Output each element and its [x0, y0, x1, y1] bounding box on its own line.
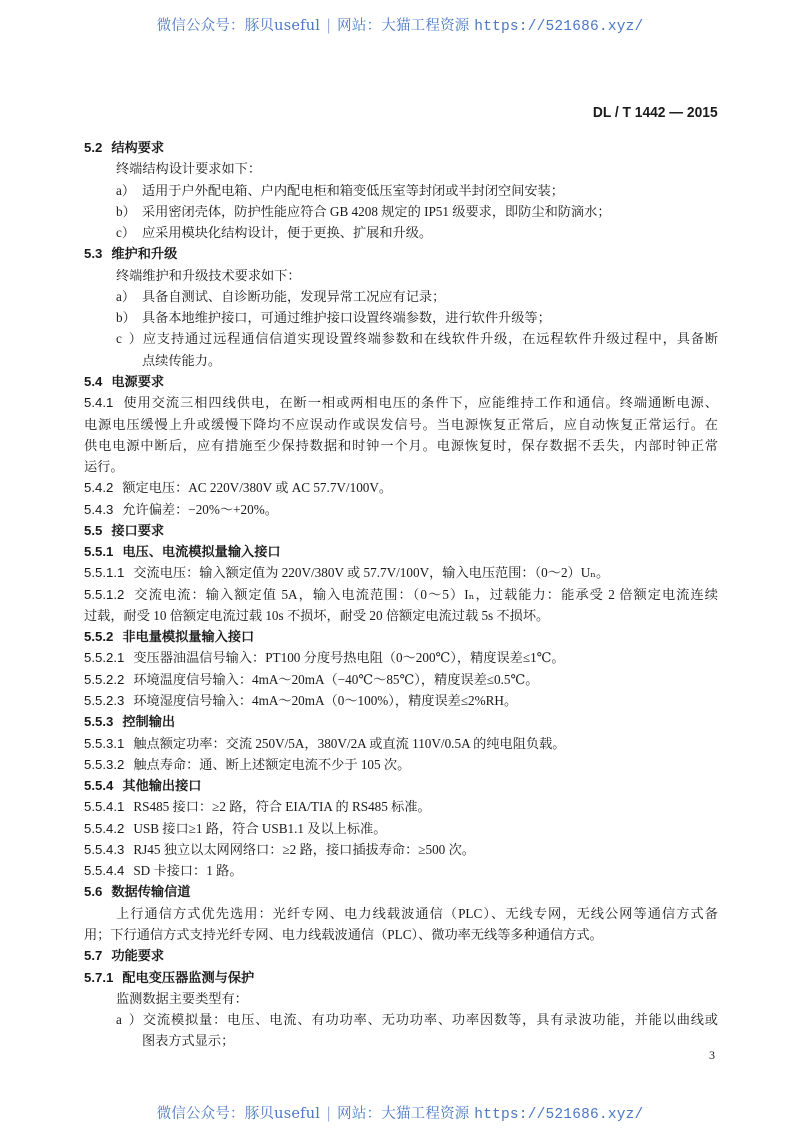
line-text: 维护和升级: [111, 246, 178, 262]
section-heading: [84, 947, 164, 965]
clause-number: 5.5.4.1: [84, 799, 125, 815]
section-heading: [84, 543, 281, 561]
clause-number: 5.3: [84, 246, 103, 262]
line-text: 触点寿命：通、断上述额定电流不少于 105 次。: [133, 756, 411, 772]
clause-number: 5.5.4.3: [84, 841, 125, 857]
list-item: [116, 1011, 718, 1029]
numbered-clause: [84, 586, 718, 604]
item-label: c）: [116, 225, 136, 241]
item-label: a）: [116, 288, 136, 304]
line-text: 具备本地维护接口，可通过维护接口设置终端参数，进行软件升级等；: [142, 310, 551, 326]
paragraph-continuation: [84, 607, 549, 625]
line-text: 适用于户外配电箱、户内配电柜和箱变低压室等封闭或半封闭空间安装；: [142, 182, 564, 198]
numbered-clause: [84, 649, 565, 667]
paragraph-continuation: [84, 458, 124, 476]
numbered-clause: [84, 756, 410, 774]
line-text: 终端维护和升级技术要求如下：: [116, 267, 301, 283]
clause-number: 5.5.3.2: [84, 756, 125, 772]
watermark-site: 网站：大猫工程资源: [337, 1106, 470, 1122]
clause-number: 5.7: [84, 948, 103, 964]
watermark-url[interactable]: https://521686.xyz/: [474, 19, 644, 35]
numbered-clause: [84, 394, 718, 412]
list-item: [116, 330, 718, 348]
clause-number: 5.5.2: [84, 629, 114, 645]
section-heading: [84, 628, 254, 646]
line-text: 交流电压：输入额定值为 220V/380V 或 57.7V/100V，输入电压范围：（0～2）Uₙ。: [133, 565, 610, 581]
paragraph: [116, 990, 248, 1008]
line-text: 环境湿度信号输入：4mA～20mA（0～100%），精度误差≤2%RH。: [133, 693, 518, 709]
line-text: 功能要求: [111, 948, 165, 964]
line-text: RJ45 独立以太网网络口：≥2 路，接口插拔寿命：≥500 次。: [133, 841, 475, 857]
clause-number: 5.5.4.2: [84, 820, 125, 836]
line-text: 具备自测试、自诊断功能，发现异常工况应有记录；: [142, 288, 446, 304]
numbered-clause: [84, 671, 538, 689]
section-heading: [84, 522, 164, 540]
numbered-clause: [84, 820, 386, 838]
clause-number: 5.2: [84, 140, 103, 155]
numbered-clause: [84, 841, 475, 859]
line-text: 变压器油温信号输入：PT100 分度号热电阻（0～200℃），精度误差≤1℃。: [133, 650, 565, 666]
watermark-separator: |: [326, 1106, 332, 1122]
clause-number: 5.5.1: [84, 544, 114, 560]
section-heading: [84, 883, 190, 901]
watermark-wechat: 微信公众号：豚贝useful: [156, 1106, 321, 1122]
line-text: 应支持通过远程通信信道实现设置终端参数和在线软件升级，在远程软件升级过程中，具备断: [142, 331, 718, 347]
list-item-continuation: [142, 352, 221, 370]
clause-number: 5.5.2.1: [84, 650, 125, 666]
clause-number: 5.4.2: [84, 480, 114, 496]
list-item: [116, 182, 564, 200]
clause-number: 5.5.2.2: [84, 671, 125, 687]
watermark-bottom: [0, 1102, 800, 1123]
clause-number: 5.4: [84, 373, 103, 389]
numbered-clause: [84, 862, 243, 880]
clause-number: 5.4.3: [84, 501, 114, 517]
section-heading: [84, 373, 164, 391]
numbered-clause: [84, 501, 278, 519]
section-heading: [84, 969, 254, 987]
clause-number: 5.5.1.1: [84, 565, 125, 581]
document-code: DL / T 1442 — 2015: [593, 104, 718, 121]
clause-number: 5.5.3.1: [84, 735, 125, 751]
paragraph: [116, 905, 718, 923]
numbered-clause: [84, 735, 565, 753]
line-text: 其他输出接口: [122, 778, 202, 794]
paragraph-continuation: [84, 926, 603, 944]
line-text: 上行通信方式优先选用：光纤专网、电力线载波通信（PLC）、无线专网，无线公网等通信方式备: [116, 905, 718, 921]
item-label: a）: [116, 182, 136, 198]
line-text: 非电量模拟量输入接口: [122, 629, 255, 645]
clause-number: 5.7.1: [84, 969, 114, 985]
page-number: 3: [709, 1048, 715, 1062]
watermark-url[interactable]: https://521686.xyz/: [474, 1107, 644, 1123]
list-item: [116, 224, 432, 242]
line-text: 电压、电流模拟量输入接口: [122, 544, 281, 560]
line-text: RS485 接口：≥2 路，符合 EIA/TIA 的 RS485 标准。: [133, 799, 431, 815]
line-text: 图表方式显示；: [142, 1033, 235, 1049]
list-item: [116, 203, 611, 221]
watermark-top: [0, 14, 800, 35]
line-text: 用；下行通信方式支持光纤专网、电力线载波通信（PLC）、微功率无线等多种通信方式。: [84, 926, 603, 942]
clause-number: 5.6: [84, 884, 103, 900]
line-text: 电源电压缓慢上升或缓慢下降均不应误动作或误发信号。当电源恢复正常后，应自动恢复正常运行。在: [84, 416, 718, 432]
line-text: 交流模拟量：电压、电流、有功功率、无功功率、功率因数等，具有录波功能，并能以曲线或: [142, 1012, 718, 1028]
item-label: a）: [116, 1012, 142, 1028]
item-label: b）: [116, 310, 136, 326]
numbered-clause: [84, 692, 517, 710]
list-item: [116, 309, 551, 327]
line-text: 监测数据主要类型有：: [116, 990, 248, 1006]
line-text: 环境温度信号输入：4mA～20mA（−40℃～85℃），精度误差≤0.5℃。: [133, 671, 539, 687]
paragraph: [116, 160, 261, 178]
line-text: 终端结构设计要求如下：: [116, 161, 262, 177]
clause-number: 5.5.4: [84, 778, 114, 794]
section-heading: [84, 139, 164, 157]
list-item-continuation: [142, 1032, 234, 1050]
clause-number: 5.5.1.2: [84, 586, 125, 602]
numbered-clause: [84, 479, 392, 497]
line-text: 数据传输信道: [111, 884, 191, 900]
paragraph-continuation: [84, 437, 718, 455]
line-text: 结构要求: [111, 140, 165, 155]
line-text: 运行。: [84, 459, 124, 475]
line-text: 采用密闭壳体，防护性能应符合 GB 4208 规定的 IP51 级要求，即防尘和防滴水；: [142, 203, 611, 219]
clause-number: 5.5.4.4: [84, 863, 125, 879]
line-text: 额定电压：AC 220V/380V 或 AC 57.7V/100V。: [122, 480, 393, 496]
watermark-wechat: 微信公众号：豚贝useful: [156, 18, 321, 34]
numbered-clause: [84, 798, 431, 816]
line-text: USB 接口≥1 路，符合 USB1.1 及以上标准。: [133, 820, 387, 836]
line-text: 使用交流三相四线供电，在断一相或两相电压的条件下，应能维持工作和通信。终端通断电源、: [122, 395, 718, 411]
line-text: 点续传能力。: [142, 352, 222, 368]
line-text: 应采用模块化结构设计，便于更换、扩展和升级。: [142, 225, 433, 241]
watermark-separator: |: [326, 18, 332, 34]
line-text: 电源要求: [111, 373, 165, 389]
line-text: SD 卡接口：1 路。: [133, 863, 243, 879]
line-text: 配电变压器监测与保护: [122, 969, 255, 985]
section-heading: [84, 245, 177, 263]
item-label: c）: [116, 331, 142, 347]
section-heading: [84, 777, 201, 795]
list-item: [116, 288, 445, 306]
section-heading: [84, 713, 175, 731]
line-text: 交流电流：输入额定值 5A，输入电流范围：（0～5）Iₙ，过载能力：能承受 2 倍额定电流连续: [133, 586, 718, 602]
clause-number: 5.5.3: [84, 714, 114, 730]
paragraph-continuation: [84, 416, 718, 434]
line-text: 触点额定功率：交流 250V/5A，380V/2A 或直流 110V/0.5A 的纯电阻负载。: [133, 735, 566, 751]
clause-number: 5.5.2.3: [84, 693, 125, 709]
item-label: b）: [116, 203, 136, 219]
numbered-clause: [84, 564, 609, 582]
clause-number: 5.4.1: [84, 395, 114, 411]
line-text: 过载，耐受 10 倍额定电流过载 10s 不损坏，耐受 20 倍额定电流过载 5s 不损坏。: [84, 607, 550, 623]
line-text: 控制输出: [122, 714, 176, 730]
line-text: 允许偏差：−20%～+20%。: [122, 501, 278, 517]
clause-number: 5.5: [84, 522, 103, 538]
watermark-site: 网站：大猫工程资源: [337, 18, 470, 34]
line-text: 供电电源中断后，应有措施至少保持数据和时钟一个月。电源恢复时，保存数据不丢失，内部时钟正常: [84, 437, 718, 453]
paragraph: [116, 267, 301, 285]
line-text: 接口要求: [111, 522, 165, 538]
